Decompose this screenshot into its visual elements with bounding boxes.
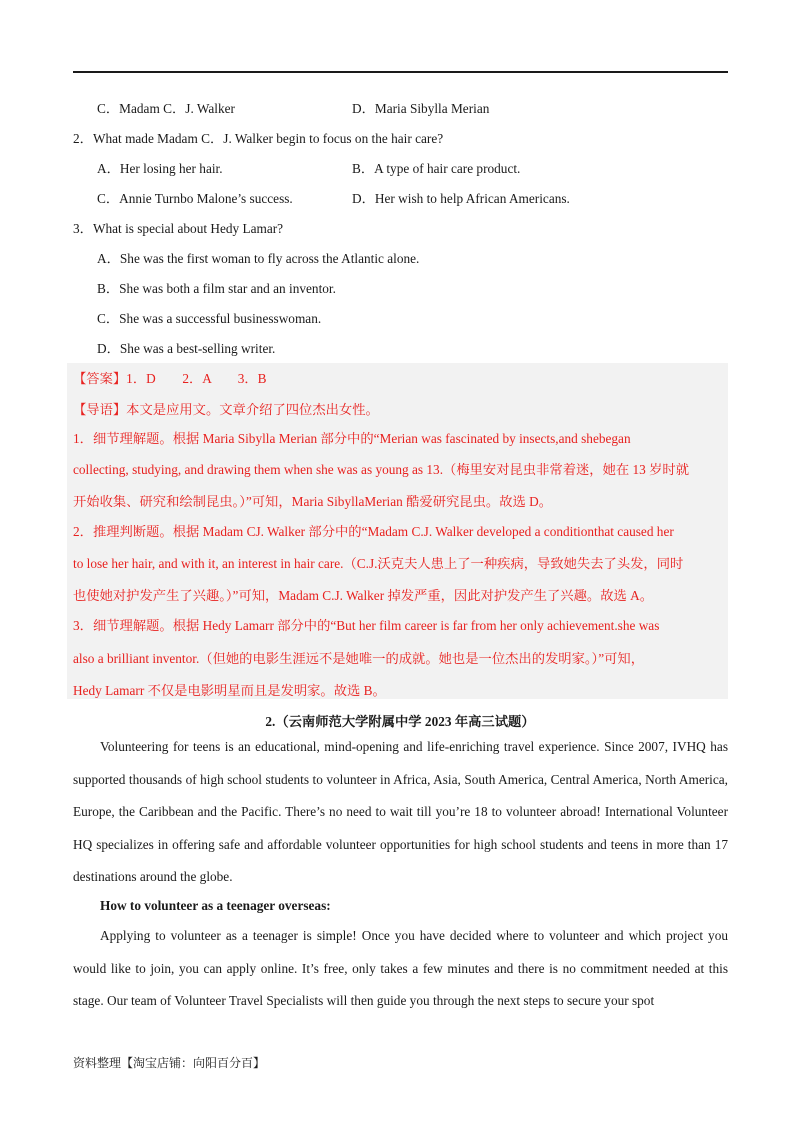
q3-option-b: B．She was both a film star and an inventor. bbox=[97, 281, 336, 296]
passage-paragraph-1 bbox=[73, 731, 728, 894]
q2-stem: 2．What made Madam C．J. Walker begin to focus on the hair care? bbox=[73, 131, 444, 146]
footer-source: 资料整理【淘宝店铺：向阳百分百】 bbox=[73, 1056, 266, 1070]
q3-stem: 3．What is special about Hedy Lamar? bbox=[73, 221, 284, 236]
passage-heading: How to volunteer as a teenager overseas: bbox=[100, 898, 331, 913]
q1-option-c: C．Madam C．J. Walker bbox=[97, 101, 235, 116]
header-rule bbox=[73, 71, 728, 73]
answer-intro: 【导语】本文是应用文。文章介绍了四位杰出女性。 bbox=[73, 402, 379, 417]
answer-key: 【答案】1．D 2．A 3．B bbox=[73, 371, 267, 386]
answer-explanation-line: 2．推理判断题。根据 Madam CJ. Walker 部分中的“Madam C.J. Walker developed a conditionthat caused her bbox=[73, 524, 674, 539]
passage-paragraph-2 bbox=[73, 920, 728, 1018]
answer-explanation-line: collecting, studying, and drawing them when she was as young as 13.（梅里安对昆虫非常着迷，她在 13 岁时就 bbox=[73, 462, 690, 477]
answer-explanation-line: 也使她对护发产生了兴趣。）”可知，Madam C.J. Walker 掉发严重，因此对护发产生了兴趣。故选 A。 bbox=[73, 588, 654, 603]
q3-option-d: D．She was a best-selling writer. bbox=[97, 341, 276, 356]
q2-option-a: A．Her losing her hair. bbox=[97, 161, 223, 176]
answer-explanation-line: 3．细节理解题。根据 Hedy Lamarr 部分中的“But her film career is far from her only achievement.she was bbox=[73, 618, 660, 633]
q2-option-c: C．Annie Turnbo Malone’s success. bbox=[97, 191, 293, 206]
answer-explanation-line: 1．细节理解题。根据 Maria Sibylla Merian 部分中的“Merian was fascinated by insects,and shebegan bbox=[73, 431, 631, 446]
paragraph-text: Volunteering for teens is an educational, mind-opening and life-enriching travel experience. Since 2007, IVHQ has supported thousands of high school students to volunteer in Africa, Asia, South America, Central America, North America, Europe, the Caribbean and the Pacific. There’s no need to wait till you’re 18 to volunteer abroad! International Volunteer HQ specializes in offering safe and affordable volunteer opportunities for high school students and teens in more than 17 destinations around the globe. bbox=[73, 739, 728, 884]
paragraph-text: Applying to volunteer as a teenager is simple! Once you have decided where to volunteer and which project you would like to join, you can apply online. It’s free, only takes a few minutes and there is no commitment needed at this stage. Our team of Volunteer Travel Specialists will then guide you through the next steps to secure your spot bbox=[73, 928, 728, 1008]
answer-explanation-line: Hedy Lamarr 不仅是电影明星而且是发明家。故选 B。 bbox=[73, 683, 386, 698]
section-title: 2.（云南师范大学附属中学 2023 年高三试题） bbox=[265, 714, 535, 729]
q1-option-d: D．Maria Sibylla Merian bbox=[352, 101, 490, 116]
q2-option-d: D．Her wish to help African Americans. bbox=[352, 191, 570, 206]
q2-option-b: B．A type of hair care product. bbox=[352, 161, 521, 176]
q3-option-a: A．She was the first woman to fly across the Atlantic alone. bbox=[97, 251, 420, 266]
answer-explanation-line: 开始收集、研究和绘制昆虫。）”可知，Maria SibyllaMerian 酷爱研究昆虫。故选 D。 bbox=[73, 494, 553, 509]
answer-explanation-line: also a brilliant inventor.（但她的电影生涯远不是她唯一的成就。她也是一位杰出的发明家。）”可知， bbox=[73, 651, 644, 666]
q3-option-c: C．She was a successful businesswoman. bbox=[97, 311, 322, 326]
answer-explanation-line: to lose her hair, and with it, an interest in hair care.（C.J.沃克夫人患上了一种疾病，导致她失去了头发，同时 bbox=[73, 556, 684, 571]
